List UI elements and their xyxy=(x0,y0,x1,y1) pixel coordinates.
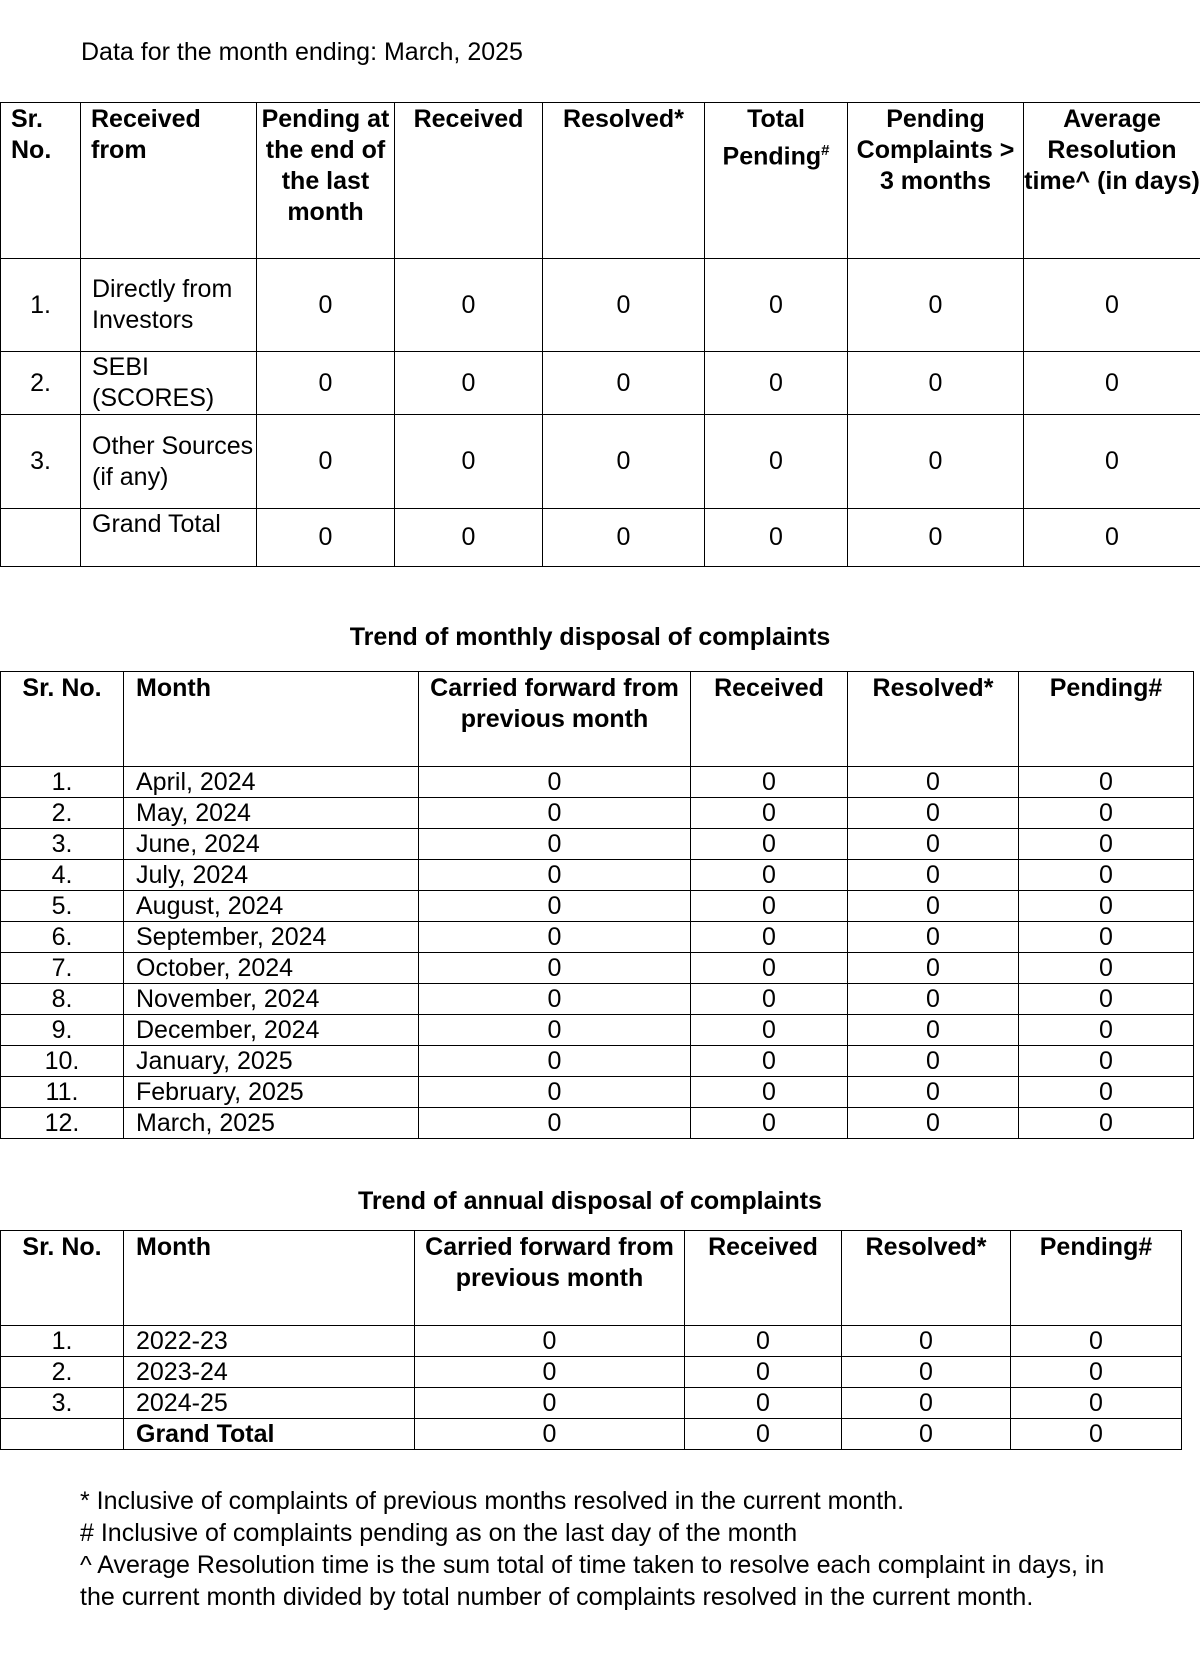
pending-cell: 0 xyxy=(1019,984,1194,1015)
carried-cell: 0 xyxy=(419,891,691,922)
header-carried-forward: Carried forward from previous month xyxy=(419,672,691,767)
resolved-cell: 0 xyxy=(848,767,1019,798)
header-carried-forward: Carried forward from previous month xyxy=(415,1231,685,1326)
pending-3m-cell: 0 xyxy=(848,352,1024,415)
carried-cell: 0 xyxy=(419,1077,691,1108)
resolved-cell: 0 xyxy=(842,1326,1011,1357)
annual-header-row xyxy=(1,1231,1182,1326)
header-received-from: Received from xyxy=(81,103,257,259)
carried-cell: 0 xyxy=(415,1326,685,1357)
pending-prev-cell: 0 xyxy=(257,352,395,415)
sr-cell: 2. xyxy=(1,798,124,829)
resolved-cell: 0 xyxy=(848,1046,1019,1077)
resolved-cell: 0 xyxy=(848,1077,1019,1108)
pending-cell: 0 xyxy=(1019,1077,1194,1108)
received-cell: 0 xyxy=(691,829,848,860)
month-cell: May, 2024 xyxy=(124,798,419,829)
table-row xyxy=(1,829,1194,860)
pending-cell: 0 xyxy=(1019,891,1194,922)
table-row xyxy=(1,1388,1182,1419)
status-table-header-row xyxy=(1,103,1200,259)
sr-cell: 3. xyxy=(1,415,81,509)
header-total-pending-label: Total Pending xyxy=(722,105,822,171)
resolved-cell: 0 xyxy=(543,259,705,352)
header-pending: Pending# xyxy=(1019,672,1194,767)
received-cell: 0 xyxy=(691,953,848,984)
total-pending-cell: 0 xyxy=(705,259,848,352)
pending-cell: 0 xyxy=(1011,1357,1182,1388)
pending-3m-cell: 0 xyxy=(848,509,1024,567)
monthly-header-row xyxy=(1,672,1194,767)
header-resolved: Resolved* xyxy=(842,1231,1011,1326)
table-row xyxy=(1,767,1194,798)
sr-cell: 10. xyxy=(1,1046,124,1077)
annual-trend-table xyxy=(0,1230,1182,1450)
carried-cell: 0 xyxy=(419,922,691,953)
month-cell: September, 2024 xyxy=(124,922,419,953)
grand-total-row xyxy=(1,1419,1182,1450)
pending-cell: 0 xyxy=(1011,1326,1182,1357)
resolved-cell: 0 xyxy=(848,1015,1019,1046)
monthly-trend-title: Trend of monthly disposal of complaints xyxy=(349,623,831,651)
header-received: Received xyxy=(395,103,543,259)
pending-cell: 0 xyxy=(1019,922,1194,953)
footnote-resolved: * Inclusive of complaints of previous months resolved in the current month. xyxy=(80,1487,905,1515)
avg-time-cell: 0 xyxy=(1024,259,1200,352)
source-cell: SEBI (SCORES) xyxy=(81,352,257,415)
header-avg-resolution-time: Average Resolution time^ (in days) xyxy=(1024,103,1200,259)
carried-cell: 0 xyxy=(419,1108,691,1139)
pending-prev-cell: 0 xyxy=(257,415,395,509)
table-row xyxy=(1,860,1194,891)
sr-cell: 8. xyxy=(1,984,124,1015)
received-cell: 0 xyxy=(395,352,543,415)
resolved-cell: 0 xyxy=(543,352,705,415)
table-row xyxy=(1,1108,1194,1139)
grand-total-label: Grand Total xyxy=(124,1419,415,1450)
table-row xyxy=(1,922,1194,953)
received-cell: 0 xyxy=(395,509,543,567)
received-cell: 0 xyxy=(691,860,848,891)
resolved-cell: 0 xyxy=(842,1357,1011,1388)
pending-3m-cell: 0 xyxy=(848,259,1024,352)
carried-cell: 0 xyxy=(419,1015,691,1046)
month-cell: October, 2024 xyxy=(124,953,419,984)
month-cell: July, 2024 xyxy=(124,860,419,891)
received-cell: 0 xyxy=(691,1077,848,1108)
header-pending: Pending# xyxy=(1011,1231,1182,1326)
resolved-cell: 0 xyxy=(848,1108,1019,1139)
header-pending-3-months: Pending Complaints > 3 months xyxy=(848,103,1024,259)
carried-cell: 0 xyxy=(419,829,691,860)
header-sr-no: Sr. No. xyxy=(1,1231,124,1326)
header-received: Received xyxy=(685,1231,842,1326)
sr-cell: 4. xyxy=(1,860,124,891)
header-pending-prev: Pending at the end of the last month xyxy=(257,103,395,259)
sr-cell xyxy=(1,509,81,567)
sr-cell: 3. xyxy=(1,1388,124,1419)
monthly-trend-table xyxy=(0,671,1194,1139)
sr-cell xyxy=(1,1419,124,1450)
table-row xyxy=(1,1015,1194,1046)
pending-cell: 0 xyxy=(1019,767,1194,798)
received-cell: 0 xyxy=(395,415,543,509)
pending-prev-cell: 0 xyxy=(257,259,395,352)
received-cell: 0 xyxy=(691,767,848,798)
resolved-cell: 0 xyxy=(848,891,1019,922)
total-pending-cell: 0 xyxy=(705,352,848,415)
pending-prev-cell: 0 xyxy=(257,509,395,567)
table-row xyxy=(1,953,1194,984)
pending-cell: 0 xyxy=(1019,860,1194,891)
monthly-trend-body xyxy=(1,767,1194,1139)
complaint-status-table xyxy=(0,102,1200,567)
received-cell: 0 xyxy=(685,1388,842,1419)
footnote-avg-resolution: ^ Average Resolution time is the sum total of time taken to resolve each complaint in days, in the current month divided by total number of complaints resolved in the current month. xyxy=(80,1551,1105,1611)
footnote-pending: # Inclusive of complaints pending as on the last day of the month xyxy=(80,1519,798,1547)
received-cell: 0 xyxy=(691,798,848,829)
table-row xyxy=(1,1077,1194,1108)
pending-3m-cell: 0 xyxy=(848,415,1024,509)
carried-cell: 0 xyxy=(415,1419,685,1450)
month-cell: 2022-23 xyxy=(124,1326,415,1357)
received-cell: 0 xyxy=(685,1357,842,1388)
header-resolved: Resolved* xyxy=(543,103,705,259)
carried-cell: 0 xyxy=(419,767,691,798)
table-row xyxy=(1,1046,1194,1077)
sr-cell: 5. xyxy=(1,891,124,922)
carried-cell: 0 xyxy=(419,798,691,829)
pending-cell: 0 xyxy=(1019,1015,1194,1046)
resolved-cell: 0 xyxy=(848,798,1019,829)
sr-cell: 7. xyxy=(1,953,124,984)
sr-cell: 12. xyxy=(1,1108,124,1139)
header-sr-no: Sr. No. xyxy=(1,103,81,259)
carried-cell: 0 xyxy=(419,860,691,891)
sr-cell: 1. xyxy=(1,1326,124,1357)
resolved-cell: 0 xyxy=(848,953,1019,984)
received-cell: 0 xyxy=(691,984,848,1015)
sr-cell: 6. xyxy=(1,922,124,953)
total-pending-cell: 0 xyxy=(705,415,848,509)
pending-cell: 0 xyxy=(1019,1046,1194,1077)
carried-cell: 0 xyxy=(415,1357,685,1388)
month-cell: April, 2024 xyxy=(124,767,419,798)
header-sr-no: Sr. No. xyxy=(1,672,124,767)
resolved-cell: 0 xyxy=(543,509,705,567)
carried-cell: 0 xyxy=(419,953,691,984)
source-cell: Directly from Investors xyxy=(81,259,257,352)
received-cell: 0 xyxy=(685,1326,842,1357)
header-month: Month xyxy=(124,1231,415,1326)
avg-time-cell: 0 xyxy=(1024,509,1200,567)
pending-cell: 0 xyxy=(1011,1419,1182,1450)
carried-cell: 0 xyxy=(415,1388,685,1419)
pending-cell: 0 xyxy=(1019,798,1194,829)
header-total-pending-mark: # xyxy=(821,142,830,159)
resolved-cell: 0 xyxy=(842,1419,1011,1450)
avg-time-cell: 0 xyxy=(1024,415,1200,509)
pending-cell: 0 xyxy=(1019,953,1194,984)
received-cell: 0 xyxy=(691,1046,848,1077)
table-row xyxy=(1,798,1194,829)
received-cell: 0 xyxy=(691,1108,848,1139)
received-cell: 0 xyxy=(395,259,543,352)
source-cell: Other Sources (if any) xyxy=(81,415,257,509)
sr-cell: 3. xyxy=(1,829,124,860)
month-cell: March, 2025 xyxy=(124,1108,419,1139)
sr-cell: 11. xyxy=(1,1077,124,1108)
month-cell: December, 2024 xyxy=(124,1015,419,1046)
sr-cell: 2. xyxy=(1,352,81,415)
resolved-cell: 0 xyxy=(848,922,1019,953)
month-cell: 2023-24 xyxy=(124,1357,415,1388)
table-row xyxy=(1,1357,1182,1388)
sr-cell: 1. xyxy=(1,767,124,798)
resolved-cell: 0 xyxy=(848,829,1019,860)
header-total-pending xyxy=(705,103,848,259)
resolved-cell: 0 xyxy=(543,415,705,509)
header-month: Month xyxy=(124,672,419,767)
month-cell: January, 2025 xyxy=(124,1046,419,1077)
pending-cell: 0 xyxy=(1019,829,1194,860)
table-row xyxy=(1,984,1194,1015)
annual-trend-body xyxy=(1,1326,1182,1419)
resolved-cell: 0 xyxy=(848,860,1019,891)
carried-cell: 0 xyxy=(419,984,691,1015)
month-cell: November, 2024 xyxy=(124,984,419,1015)
received-cell: 0 xyxy=(691,1015,848,1046)
table-row xyxy=(1,1326,1182,1357)
table-row xyxy=(1,415,1200,509)
sr-cell: 9. xyxy=(1,1015,124,1046)
table-row xyxy=(1,259,1200,352)
received-cell: 0 xyxy=(691,922,848,953)
resolved-cell: 0 xyxy=(842,1388,1011,1419)
table-row xyxy=(1,352,1200,415)
header-resolved: Resolved* xyxy=(848,672,1019,767)
grand-total-row xyxy=(1,509,1200,567)
month-cell: 2024-25 xyxy=(124,1388,415,1419)
resolved-cell: 0 xyxy=(848,984,1019,1015)
sr-cell: 2. xyxy=(1,1357,124,1388)
avg-time-cell: 0 xyxy=(1024,352,1200,415)
month-cell: June, 2024 xyxy=(124,829,419,860)
period-heading: Data for the month ending: March, 2025 xyxy=(81,38,523,66)
footnotes xyxy=(80,1485,1140,1613)
received-cell: 0 xyxy=(685,1419,842,1450)
grand-total-label: Grand Total xyxy=(81,509,257,567)
total-pending-cell: 0 xyxy=(705,509,848,567)
month-cell: August, 2024 xyxy=(124,891,419,922)
received-cell: 0 xyxy=(691,891,848,922)
sr-cell: 1. xyxy=(1,259,81,352)
pending-cell: 0 xyxy=(1011,1388,1182,1419)
annual-trend-title: Trend of annual disposal of complaints xyxy=(358,1187,822,1215)
month-cell: February, 2025 xyxy=(124,1077,419,1108)
table-row xyxy=(1,891,1194,922)
pending-cell: 0 xyxy=(1019,1108,1194,1139)
header-received: Received xyxy=(691,672,848,767)
carried-cell: 0 xyxy=(419,1046,691,1077)
